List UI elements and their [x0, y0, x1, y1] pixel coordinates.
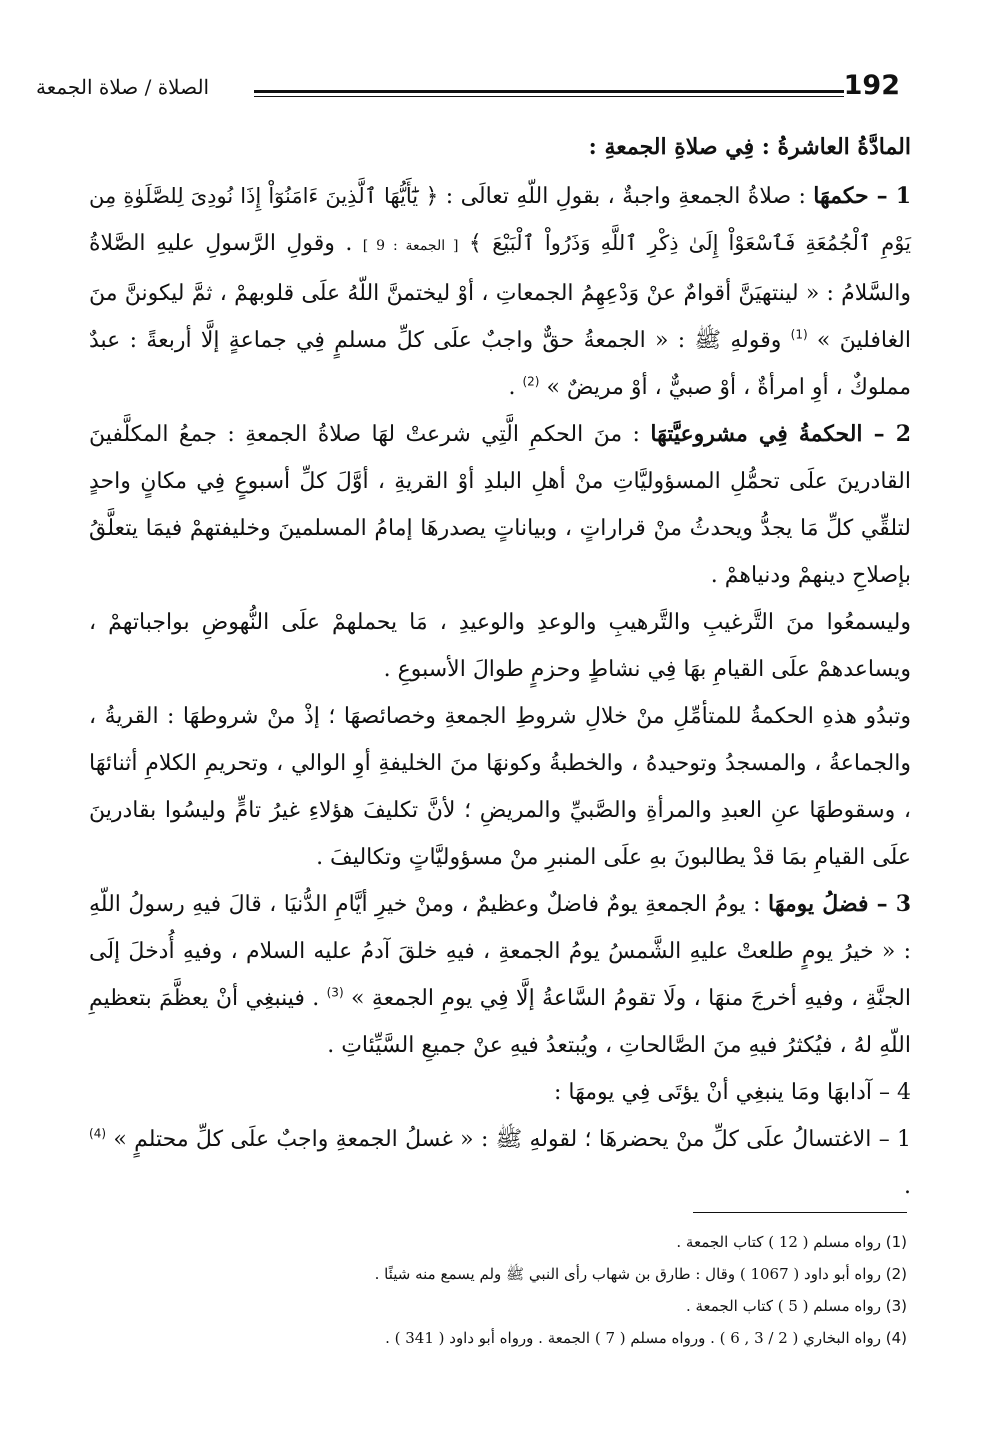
footnote-number: (3): [885, 1297, 907, 1315]
ruling-text-1: : صلاةُ الجمعةِ واجبةٌ ، بقولِ اللّهِ تعالَى : ﴿: [418, 184, 814, 209]
ruling-text-5: .: [508, 375, 523, 400]
footnotes: [89, 1226, 907, 1354]
paragraph-hearing: وليسمعُوا منَ التَّرغيبِ والتَّرهيبِ والوعدِ والوعيدِ ، مَا يحملهمْ علَى النُّهوضِ بواجباتهمْ ، ويساعدهمْ علَى القيامِ بهَا فِي نشاطٍ وحزمٍ طوالَ الأسبوعِ .: [89, 610, 911, 682]
ghusl-text-2: .: [904, 1174, 911, 1199]
header-title: الصلاة / صلاة الجمعة: [36, 75, 210, 99]
ruling-term: 1 – حكمهَا: [813, 183, 911, 209]
footnote-ref-4[interactable]: (4): [89, 1126, 107, 1141]
header-rule-thick: [254, 90, 844, 93]
footnote-ref-3[interactable]: (3): [326, 985, 344, 1000]
footnote-text: رواه مسلم ( 5 ) كتاب الجمعة .: [685, 1297, 881, 1315]
footnote-text: رواه البخاري ( 2 / 3 , 6 ) . ورواه مسلم ( 7 ) الجمعة . ورواه أبو داود ( 341 ) .: [385, 1329, 881, 1347]
ruling-text-4: وقولهِ ﷺ : « الجمعةُ حقٌّ واجبٌ علَى كلِّ مسلمٍ فِي جماعةٍ إلَّا أربعةً : عبدٌ مملوكٌ ، أوِ امرأةٌ ، أوْ صبيٌّ ، أوْ مريضٌ »: [89, 328, 911, 400]
footnote-separator: [693, 1212, 907, 1213]
virtue-text-2: . فينبغِي أنْ يعظَّمَ بتعظيمِ اللّهِ لهُ ، فيُكثرُ فيهِ منَ الصَّالحاتِ ، ويُبتعدُ فيهِ عنْ جميعِ السَّيِّئاتِ .: [89, 986, 911, 1058]
footnote-item: [89, 1226, 907, 1258]
footnote-number: (2): [885, 1265, 907, 1283]
quran-verse: يَٰٓأَيُّهَا ٱلَّذِينَ ءَامَنُوٓاْ إِذَا نُودِىَ لِلصَّلَوٰةِ مِن يَوْمِ ٱلْجُمُعَةِ فَٱسْعَوْاْ إِلَىٰ ذِكْرِ ٱللَّهِ وَذَرُواْ ٱلْبَيْعَ: [89, 184, 912, 255]
footnote-text: رواه مسلم ( 12 ) كتاب الجمعة .: [676, 1233, 881, 1251]
paragraph-wisdom: [89, 411, 911, 599]
article-body: [89, 124, 911, 1210]
footnote-item: [89, 1258, 907, 1290]
paragraph-ghusl: [89, 1116, 911, 1210]
wisdom-text: : منَ الحكمِ الَّتِي شرعتْ لهَا صلاةُ الجمعةِ : جمعُ المكلَّفينَ القادرينَ علَى تحمُّلِ المسؤوليَّاتِ منْ أهلِ البلدِ أوْ القريةِ ، أوَّلَ كلِّ أسبوعٍ فِي مكانٍ واحدٍ لتلقِّي كلِّ مَا يجدُّ ويحدثُ منْ قراراتٍ ، وبياناتٍ يصدرهَا إمامُ المسلمينَ وخليفتهمْ فيمَا يتعلَّقُ بإصلاحِ دينهمْ ودنياهمْ .: [89, 422, 911, 588]
paragraph-etiquette-heading: 4 – آدابهَا ومَا ينبغِي أنْ يؤتَى فِي يومهَا :: [554, 1080, 911, 1105]
footnote-ref-2[interactable]: (2): [522, 374, 540, 389]
section-heading: المادَّةُ العاشرةُ : فِي صلاةِ الجمعةِ :: [588, 134, 911, 160]
footnote-number: (1): [885, 1233, 907, 1251]
paragraph-conditions: وتبدُو هذهِ الحكمةُ للمتأمِّلِ منْ خلالِ شروطِ الجمعةِ وخصائصهَا ؛ إذْ منْ شروطهَا : القريةُ ، والجماعةُ ، والمسجدُ وتوحيدهُ ، والخطبةُ وكونهَا منَ الخليفةِ أوِ الوالي ، وتحريمِ الكلامِ أثنائهَا ، وسقوطهَا عنِ العبدِ والمرأةِ والصَّبيِّ والمريضِ ؛ لأنَّ تكليفَ هؤلاءِ غيرُ تامٍّ وليسُوا بقادرينَ علَى القيامِ بمَا قدْ يطالبونَ بهِ علَى المنبرِ منْ مسؤوليَّاتٍ وتكاليفَ .: [89, 704, 911, 870]
paragraph-virtue: [89, 881, 911, 1069]
wisdom-term: 2 – الحكمةُ فِي مشروعيَّتهَا: [650, 421, 911, 447]
paragraph-ruling: [89, 173, 911, 411]
footnote-text: رواه أبو داود ( 1067 ) وقال : طارق بن شهاب رأى النبي ﷺ ولم يسمع منه شيئًا .: [374, 1265, 881, 1283]
footnote-item: [89, 1290, 907, 1322]
surah-reference: [ الجمعة : 9 ]: [362, 238, 459, 254]
running-header: [36, 70, 900, 110]
footnote-ref-1[interactable]: (1): [790, 327, 808, 342]
header-rule-thin: [254, 96, 844, 97]
page-number: 192: [843, 70, 900, 101]
footnote-number: (4): [885, 1329, 907, 1347]
footnote-item: [89, 1322, 907, 1354]
ruling-text-3: . وقولِ الرَّسولِ عليهِ الصَّلاةُ والسَّلامُ : « لينتهيَنَّ أقوامٌ عنْ وَدْعِهِمُ الجمعاتِ ، أوْ ليختمنَّ اللّهُ علَى قلوبهمْ ، ثمَّ ليكوننَّ منَ الغافلينَ »: [89, 231, 911, 353]
ghusl-text-1: 1 – الاغتسالُ علَى كلِّ منْ يحضرهَا ؛ لقولهِ ﷺ : « غسلُ الجمعةِ واجبٌ علَى كلِّ محتلمٍ »: [106, 1127, 911, 1152]
virtue-term: 3 – فضلُ يومهَا: [768, 891, 911, 917]
ruling-text-2: ﴾: [458, 231, 493, 256]
virtue-text-1: : يومُ الجمعةِ يومٌ فاضلٌ وعظيمٌ ، ومنْ خيرِ أيَّامِ الدُّنيَا ، قالَ فيهِ رسولُ اللّهِ : « خيرُ يومٍ طلعتْ عليهِ الشَّمسُ يومُ الجمعةِ ، فيهِ خلقَ آدمُ عليه السلام ، وفيهِ أُدخلَ إلَى الجنَّةِ ، وفيهِ أخرجَ منهَا ، ولَا تقومُ السَّاعةُ إلَّا فِي يومِ الجمعةِ »: [89, 892, 912, 1011]
